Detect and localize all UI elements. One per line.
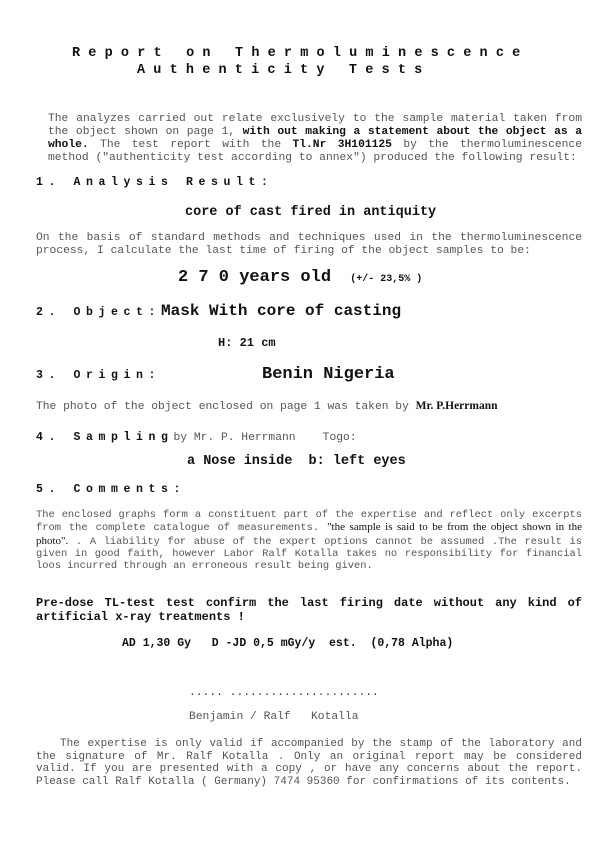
calculation-paragraph: On the basis of standard methods and techniques used in the thermoluminescence process, I calculate the last time of firing of the object samples to be: <box>36 232 582 257</box>
dose-values: AD 1,30 Gy D -JD 0,5 mGy/y est. (0,78 Alpha) <box>122 637 454 650</box>
sampling-line <box>36 427 357 445</box>
section-heading-analysis-result: 1. Analysis Result: <box>36 176 274 189</box>
object-dimension: H: 21 cm <box>218 336 276 350</box>
photo-credit-text: The photo of the object enclosed on page 1 was taken by <box>36 401 416 413</box>
calculated-age: 2 7 0 years old <box>178 268 332 287</box>
age-tolerance: (+/- 23,5% ) <box>350 274 423 285</box>
intro-text-1: The analyzes carried out relate exclusively to the sample material taken from the object shown on page 1, <box>48 113 582 138</box>
photographer-name: Mr. P.Herrmann <box>415 400 498 412</box>
sample-locations: a Nose inside b: left eyes <box>187 454 406 469</box>
intro-text-2: The test report with the <box>88 139 293 151</box>
photo-credit <box>36 400 498 414</box>
comments-paragraph <box>36 509 582 572</box>
comments-text-1: The enclosed graphs form a constituent part of the expertise and reflect only excerpts from the complete catalogue of measurements. <box>36 509 582 535</box>
comments-sample-quote: "the sample is said to be from the object shown in the photo". <box>36 521 582 547</box>
validity-notice: The expertise is only valid if accompanied by the stamp of the laboratory and the signature of Mr. Ralf Kotalla . Only an original report may be considered valid. If you are presented with a copy , or have any concerns about the report. Please call Ralf Kotalla ( Germany) 7474 95360 for confirmations of its contents. <box>36 738 582 788</box>
age-line <box>178 268 422 287</box>
report-title-line2: Authenticity Tests <box>137 63 431 78</box>
section-heading-object: 2. Object: <box>36 306 162 319</box>
report-number: Tl.Nr 3H101125 <box>292 139 392 151</box>
intro-text-3: by the thermoluminescence method ("authenticity test according to annex") produced the following result: <box>48 139 582 164</box>
object-line <box>36 302 401 320</box>
report-title-line1: Report on Thermoluminescence <box>72 46 529 61</box>
intro-paragraph <box>48 113 582 165</box>
section-heading-comments: 5. Comments: <box>36 483 187 496</box>
origin-value: Benin Nigeria <box>262 365 395 384</box>
section-heading-origin: 3. Origin: <box>36 369 162 382</box>
comments-text-2: . A liability for abuse of the expert options cannot be assumed .The result is given in good faith, however Labor Ralf Kotalla takes no responsibility for financial loos incurred through an erroneous result being given. <box>36 535 582 573</box>
sampling-by: by Mr. P. Herrmann Togo: <box>173 432 357 444</box>
predose-statement: Pre-dose TL-test test confirm the last firing date without any kind of artificial x-ray treatments ! <box>36 596 582 624</box>
intro-disclaimer: with out making a statement about the object as a whole. <box>48 126 582 151</box>
object-description: Mask With core of casting <box>161 302 402 320</box>
signatory-names: Benjamin / Ralf Kotalla <box>189 711 359 723</box>
signature-line: ..... ...................... <box>189 687 379 699</box>
analysis-result: core of cast fired in antiquity <box>185 205 437 220</box>
section-heading-sampling: 4. Sampling <box>36 431 174 444</box>
